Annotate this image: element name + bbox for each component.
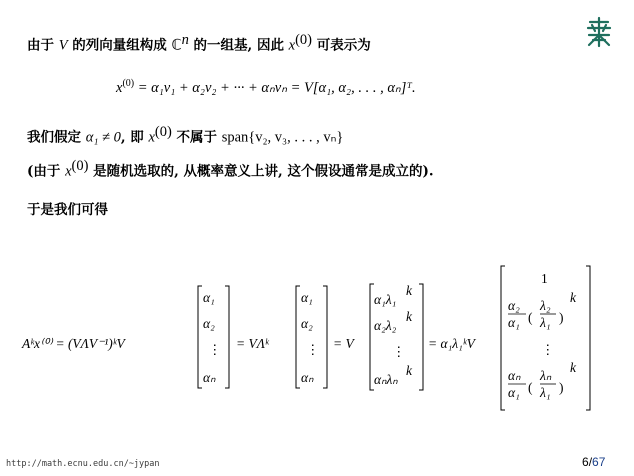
svg-text:k: k bbox=[570, 360, 576, 375]
total-pages-link[interactable]: 67 bbox=[592, 455, 606, 469]
page-counter: 6/67 bbox=[582, 455, 606, 469]
expansion-equation: $x^{(0)} = \alpha_1v_1 + \alpha_2v_2$ + ··· + αₙvₙ = V[α₁, α₂, . . . , αₙ]ᵀ. bbox=[116, 78, 416, 96]
v-term: = V bbox=[333, 336, 354, 351]
svg-text:⋮: ⋮ bbox=[541, 342, 555, 357]
svg-text:α₁: α₁ bbox=[301, 290, 313, 305]
svg-text:(: ( bbox=[528, 380, 533, 395]
svg-text:αₙ: αₙ bbox=[203, 370, 216, 385]
lhs-term: Aᵏx⁽⁰⁾ = (VΛV⁻¹)ᵏV bbox=[22, 336, 125, 351]
svg-text:αₙ: αₙ bbox=[508, 368, 521, 383]
svg-text:(: ( bbox=[528, 310, 533, 325]
vlk-term: = VΛᵏ bbox=[236, 336, 269, 351]
conclusion-line: 于是我们可得 bbox=[27, 202, 108, 218]
remark-line: (由于 $x^{(0)}$ 是随机选取的, 从概率意义上讲, 这个假设通常是成立的). bbox=[27, 158, 434, 180]
power-iteration-derivation bbox=[0, 258, 634, 418]
svg-text:αₙ: αₙ bbox=[301, 370, 314, 385]
assumption-line: 我们假定 α₁ ≠ 0, 即 $x^{(0)}$ 不属于 span{v₂, v₃, . . . , vₙ} bbox=[27, 124, 344, 146]
svg-text:k: k bbox=[570, 290, 576, 305]
svg-text:α₂: α₂ bbox=[301, 316, 313, 331]
svg-text:α₂: α₂ bbox=[508, 298, 520, 313]
svg-text:α₁λ₁: α₁λ₁ bbox=[374, 292, 397, 307]
svg-text:k: k bbox=[406, 283, 412, 298]
svg-text:λₙ: λₙ bbox=[540, 368, 552, 383]
svg-text:α₂: α₂ bbox=[203, 316, 215, 331]
footer-url[interactable]: http://math.ecnu.edu.cn/~jypan bbox=[6, 459, 160, 469]
svg-text:λ₂: λ₂ bbox=[540, 298, 551, 313]
svg-text:α₂λ₂: α₂λ₂ bbox=[374, 318, 397, 333]
svg-text:α₁: α₁ bbox=[508, 385, 520, 400]
svg-text:k: k bbox=[406, 363, 412, 378]
alpha-lambda-term: = α₁λ₁ᵏV bbox=[428, 336, 475, 351]
svg-text:⋮: ⋮ bbox=[208, 342, 222, 357]
svg-text:α₁: α₁ bbox=[203, 290, 215, 305]
svg-text:⋮: ⋮ bbox=[392, 344, 406, 359]
svg-text:k: k bbox=[406, 309, 412, 324]
svg-text:α₁: α₁ bbox=[508, 315, 520, 330]
svg-text:⋮: ⋮ bbox=[306, 342, 320, 357]
svg-text:1: 1 bbox=[541, 271, 548, 286]
svg-text:): ) bbox=[559, 380, 564, 395]
svg-text:λ₁: λ₁ bbox=[540, 385, 551, 400]
svg-text:): ) bbox=[559, 310, 564, 325]
svg-text:λ₁: λ₁ bbox=[540, 315, 551, 330]
ecnu-logo-icon bbox=[584, 16, 614, 48]
intro-line: 由于 V 的列向量组构成 ℂ$^n$ 的一组基, 因此 $x^{(0)}$ 可表示为 bbox=[27, 32, 371, 54]
svg-text:αₙλₙ: αₙλₙ bbox=[374, 372, 398, 387]
